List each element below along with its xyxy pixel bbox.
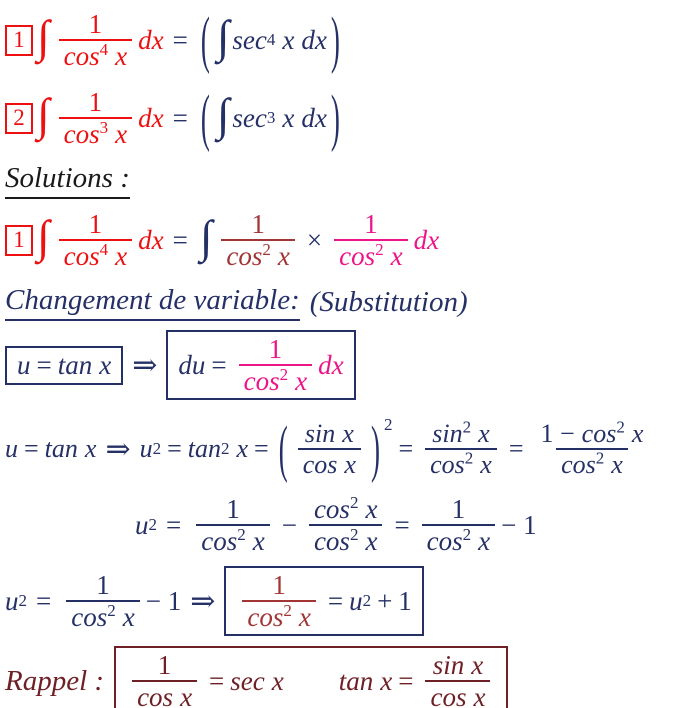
x-term: x bbox=[390, 241, 403, 271]
minus-sign: − bbox=[281, 509, 297, 540]
exponent: 4 bbox=[99, 240, 109, 259]
x-term: x bbox=[611, 450, 623, 479]
denominator bbox=[59, 117, 132, 149]
cos-term: cos bbox=[426, 526, 463, 556]
fraction-1-over-cos2x bbox=[242, 570, 315, 632]
item-1-badge bbox=[5, 25, 33, 56]
equation-2: 2 ∫ $\frac{1}{\cos^3 x}$ dx = ( ∫ sec 3 x dx ) bbox=[5, 82, 677, 154]
x-term: x bbox=[478, 418, 490, 448]
exponent: 2 bbox=[464, 448, 474, 468]
cos-term: cos bbox=[313, 526, 350, 556]
equals-sign: = bbox=[211, 349, 227, 380]
open-paren: ( bbox=[278, 412, 288, 484]
exponent: 4 bbox=[99, 40, 109, 59]
rappel-heading: Rappel : bbox=[5, 664, 105, 697]
exponent: 3 bbox=[99, 118, 109, 137]
solutions-section bbox=[5, 162, 677, 198]
u-term: u bbox=[139, 434, 153, 463]
exponent: 2 bbox=[279, 365, 289, 384]
x-term: x bbox=[180, 682, 193, 708]
x-term: x bbox=[471, 649, 484, 680]
cos-term: cos bbox=[302, 450, 338, 479]
close-paren: ) bbox=[330, 81, 340, 153]
numerator: 1 bbox=[88, 86, 103, 117]
sec-term: sec bbox=[230, 665, 265, 696]
exponent: 2 bbox=[383, 415, 393, 434]
equals-sign: = bbox=[209, 665, 225, 696]
fraction-1-over-cos2x bbox=[196, 494, 269, 556]
equals-sign: = bbox=[172, 102, 188, 133]
exponent: 2 bbox=[595, 448, 605, 468]
item-1-badge bbox=[5, 225, 33, 256]
denominator bbox=[334, 239, 407, 271]
implies-arrow: ⇒ bbox=[132, 348, 158, 382]
denominator bbox=[425, 448, 497, 479]
x-term: x bbox=[277, 241, 290, 271]
fraction-1-over-cos4x bbox=[59, 9, 132, 71]
fraction-sinx-over-cosx bbox=[298, 419, 361, 479]
denominator bbox=[422, 524, 495, 556]
solutions-heading: Solutions : bbox=[5, 162, 130, 199]
tan-term: tan bbox=[187, 434, 221, 463]
cos-term: cos bbox=[137, 682, 174, 708]
numerator bbox=[309, 494, 382, 524]
boxed-result: u 2 = $\frac{1}{\cos^2 x}$ − 1 ⇒ $\frac{1}{\cos^2 x}$ = u 2 + 1 bbox=[5, 561, 677, 641]
x-term: x bbox=[365, 493, 378, 524]
u-squared-simplification: u 2 = $\frac{1}{\cos^2 x}$ − $\frac{\cos^2 x}{\cos^2 x}$ = $\frac{1}{\cos^2 x}$ − 1 bbox=[135, 492, 537, 556]
item-2-badge bbox=[5, 103, 33, 134]
cos-term: cos bbox=[63, 241, 100, 271]
close-paren: ) bbox=[330, 3, 340, 75]
denominator bbox=[132, 680, 197, 708]
denominator bbox=[59, 239, 132, 271]
equals-sign: = bbox=[166, 509, 182, 540]
numerator: 1 bbox=[157, 649, 172, 680]
fraction-1-over-cos2x bbox=[422, 494, 495, 556]
rappel-box bbox=[114, 646, 508, 708]
denominator bbox=[66, 600, 139, 632]
dx-term: dx bbox=[301, 24, 327, 55]
badge-number: 1 bbox=[13, 27, 25, 52]
sin-term: sin bbox=[432, 649, 465, 680]
exponent: 2 bbox=[462, 417, 472, 437]
x-term: x bbox=[295, 366, 308, 396]
fraction-cos2x-over-cos2x bbox=[309, 494, 382, 556]
denominator bbox=[298, 448, 361, 479]
cos-term: cos bbox=[247, 602, 284, 632]
cos-term: cos bbox=[430, 682, 467, 708]
equation-1: 1 ∫ $\frac{1}{\cos^4 x}$ dx = ( ∫ sec 4 x dx ) bbox=[5, 4, 677, 76]
dx-term: dx bbox=[301, 102, 327, 133]
equals-sign: = bbox=[327, 585, 344, 616]
u-term: u bbox=[5, 434, 18, 463]
fraction-1-over-cos4x bbox=[59, 209, 132, 271]
equals-sign: = bbox=[36, 349, 52, 380]
times-sign: × bbox=[306, 224, 323, 255]
dx-term: dx bbox=[318, 349, 344, 380]
denominator bbox=[196, 524, 269, 556]
close-paren: ) bbox=[370, 412, 380, 484]
cos-term: cos bbox=[339, 241, 376, 271]
numerator: 1 bbox=[451, 493, 466, 524]
x-term: x bbox=[631, 418, 644, 448]
badge-number: 2 bbox=[13, 105, 25, 130]
tan-term: tan bbox=[44, 434, 78, 463]
badge-number: 1 bbox=[13, 227, 25, 252]
open-paren: ( bbox=[200, 3, 210, 75]
cos-term: cos bbox=[581, 418, 617, 448]
tan-term: tan bbox=[57, 349, 93, 380]
dx-term: dx bbox=[413, 224, 440, 255]
exponent: 2 bbox=[616, 417, 625, 437]
plus-sign: + bbox=[377, 585, 393, 616]
x-term: x bbox=[115, 241, 128, 271]
numerator bbox=[428, 650, 489, 680]
fraction-1-over-cos3x bbox=[59, 87, 132, 149]
sin-term: sin bbox=[432, 418, 463, 448]
x-term: x bbox=[252, 526, 265, 556]
substitution-section bbox=[5, 284, 677, 320]
denominator bbox=[425, 680, 490, 708]
equals-sign: = bbox=[508, 434, 524, 463]
exponent: 2 bbox=[107, 601, 116, 620]
exponent: 2 bbox=[462, 525, 472, 544]
x-term: x bbox=[271, 665, 284, 696]
exponent: 2 bbox=[262, 240, 271, 259]
x-term: x bbox=[122, 602, 135, 632]
dx-term: dx bbox=[138, 24, 164, 55]
x-term: x bbox=[115, 119, 128, 149]
x-term: x bbox=[236, 434, 249, 463]
numerator bbox=[427, 419, 494, 448]
denominator bbox=[59, 39, 132, 71]
fraction-1-minus-cos2x-over-cos2x bbox=[536, 419, 649, 479]
denominator bbox=[239, 364, 312, 396]
x-term: x bbox=[282, 24, 295, 55]
denominator bbox=[556, 448, 628, 479]
equals-sign: = bbox=[172, 24, 188, 55]
open-paren: ( bbox=[200, 81, 210, 153]
dx-term: dx bbox=[138, 102, 164, 133]
numerator: 1 bbox=[272, 569, 286, 600]
fraction-1-over-cosx bbox=[132, 650, 197, 708]
one-term: 1 bbox=[398, 585, 412, 616]
denominator bbox=[309, 524, 382, 556]
fraction-1-over-cos2x bbox=[221, 209, 294, 271]
sec-term: sec bbox=[232, 24, 267, 55]
denominator bbox=[242, 600, 315, 632]
implies-arrow: ⇒ bbox=[105, 432, 131, 466]
fraction-1-over-cos2x bbox=[66, 570, 139, 632]
equals-sign: = bbox=[394, 509, 410, 540]
x-term: x bbox=[99, 349, 112, 380]
cos-term: cos bbox=[71, 602, 108, 632]
x-term: x bbox=[115, 41, 128, 71]
u-equals-tanx-box bbox=[5, 346, 123, 385]
du-term: du bbox=[178, 349, 206, 380]
changement-heading: Changement de variable: bbox=[5, 284, 300, 321]
numerator: 1 bbox=[226, 493, 240, 524]
numerator bbox=[300, 419, 359, 448]
cos-term: cos bbox=[63, 119, 100, 149]
sin-term: sin bbox=[304, 418, 336, 448]
cos-term: cos bbox=[201, 526, 238, 556]
solution-step-1: 1 ∫ $\frac{1}{\cos^4 x}$ dx = ∫ $\frac{1}{\cos^2 x}$ × $\frac{1}{\cos^2 x}$ dx bbox=[5, 204, 677, 276]
one-minus: 1 − bbox=[540, 418, 575, 448]
fraction-sin2x-over-cos2x bbox=[425, 419, 497, 479]
u-term: u bbox=[135, 509, 149, 540]
x-term: x bbox=[84, 434, 97, 463]
cos-term: cos bbox=[430, 450, 465, 479]
numerator bbox=[536, 419, 649, 448]
denominator bbox=[221, 239, 294, 271]
equals-sign: = bbox=[254, 434, 269, 463]
u-term: u bbox=[349, 585, 363, 616]
exponent: 2 bbox=[237, 525, 246, 544]
x-term: x bbox=[478, 526, 491, 556]
minus-one: − 1 bbox=[501, 509, 537, 540]
equals-sign: = bbox=[172, 224, 188, 255]
fraction-1-over-cos2x bbox=[334, 209, 407, 271]
cos-term: cos bbox=[226, 241, 263, 271]
rappel-section bbox=[5, 643, 677, 708]
u-term: u bbox=[5, 585, 19, 616]
exponent: 2 bbox=[283, 601, 292, 620]
numerator: 1 bbox=[251, 208, 265, 239]
x-term: x bbox=[298, 602, 311, 632]
x-term: x bbox=[480, 450, 492, 479]
numerator: 1 bbox=[96, 569, 110, 600]
numerator: 1 bbox=[364, 208, 378, 239]
substitution-equations bbox=[5, 325, 677, 405]
equals-sign: = bbox=[398, 434, 414, 463]
equals-sign: = bbox=[398, 665, 414, 696]
x-term: x bbox=[282, 102, 295, 133]
x-term: x bbox=[365, 526, 378, 556]
exponent: 2 bbox=[349, 492, 359, 512]
x-term: x bbox=[342, 418, 354, 448]
cos-term: cos bbox=[561, 450, 596, 479]
exponent: 2 bbox=[375, 240, 384, 259]
u-squared-expansion: u = tan x ⇒ u 2 = tan 2 x = ( $\frac{\text{sin x}}{\text{cos x}}$ ) 2 = $\frac{\sin^2 x}{\cos^2 x}$ = $\frac{1 - \cos^2 x}{\cos^2 x}$ bbox=[5, 409, 677, 489]
substitution-label: (Substitution) bbox=[309, 285, 468, 318]
result-box: $\frac{1}{\cos^2 x}$ = u 2 + 1 bbox=[224, 566, 423, 636]
cos-term: cos bbox=[63, 41, 100, 71]
x-term: x bbox=[380, 665, 393, 696]
equals-sign: = bbox=[36, 585, 52, 616]
cos-term: cos bbox=[243, 366, 280, 396]
x-term: x bbox=[344, 450, 356, 479]
cos-term: cos bbox=[313, 493, 350, 524]
numerator: 1 bbox=[88, 208, 103, 239]
u-term: u bbox=[17, 349, 31, 380]
dx-term: dx bbox=[138, 224, 164, 255]
equals-sign: = bbox=[24, 434, 39, 463]
fraction-1-over-cos2x bbox=[239, 334, 312, 396]
sec-term: sec bbox=[232, 102, 267, 133]
x-term: x bbox=[473, 682, 486, 708]
tan-term: tan bbox=[338, 665, 374, 696]
fraction-sinx-over-cosx bbox=[425, 650, 490, 708]
numerator: 1 bbox=[268, 333, 283, 364]
minus-one: − 1 bbox=[145, 585, 182, 616]
implies-arrow: ⇒ bbox=[190, 584, 216, 618]
numerator: 1 bbox=[88, 8, 103, 39]
equals-sign: = bbox=[167, 434, 182, 463]
du-box bbox=[166, 330, 355, 400]
exponent: 2 bbox=[349, 525, 359, 544]
